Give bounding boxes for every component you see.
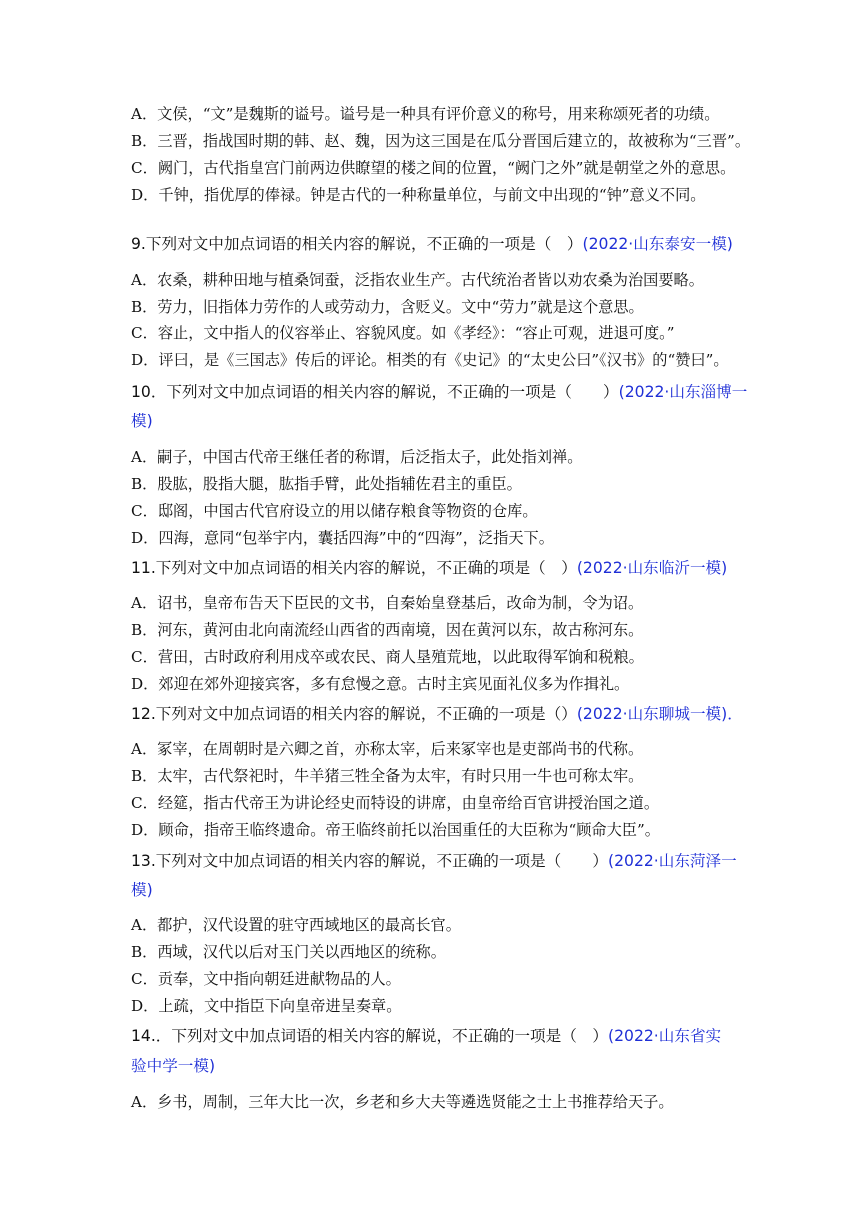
question-source: (2022·山东淄博一 [618,383,748,401]
option-letter: B． [131,132,158,150]
question-stem: 13.下列对文中加点词语的相关内容的解说，不正确的一项是（ ）(2022·山东菏泽一 [131,852,737,870]
option-line: C．营田，古时政府利用戍卒或农民、商人垦殖荒地，以此取得军饷和税粮。 [131,648,644,666]
question-source: (2022·山东临沂一模) [576,559,728,577]
option-letter: D． [131,186,159,204]
option-text: 阙门，古代指皇宫门前两边供瞭望的楼之间的位置，“阙门之外”就是朝堂之外的意思。 [157,159,736,177]
question-source-continued: 模) [131,412,153,430]
option-line: C．邸阁，中国古代官府设立的用以储存粮食等物资的仓库。 [131,502,538,520]
question-source: (2022·山东聊城一模)． [576,705,743,723]
option-line: D．顾命，指帝王临终遗命。帝王临终前托以治国重任的大臣称为“顾命大臣”。 [131,821,660,839]
option-text: 三晋，指战国时期的韩、赵、魏，因为这三国是在瓜分晋国后建立的，故被称为“三晋”。 [157,132,751,150]
question-source-continued: 模) [131,881,153,899]
option-line: B．劳力，旧指体力劳作的人或劳动力，含贬义。文中“劳力”就是这个意思。 [131,298,644,316]
option-line: D．评曰，是《三国志》传后的评论。相类的有《史记》的“太史公曰”《汉书》的“赞曰”。 [131,351,729,369]
option-line: C．经筵，指古代帝王为讲论经史而特设的讲席，由皇帝给百官讲授治国之道。 [131,794,659,812]
option-line: B．河东，黄河由北向南流经山西省的西南境，因在黄河以东，故古称河东。 [131,621,644,639]
option-line [131,131,750,151]
question-stem: 11.下列对文中加点词语的相关内容的解说，不正确的项是（ ）(2022·山东临沂一模) [131,559,728,577]
option-line: C．容止，文中指人的仪容举止、容貌风度。如《孝经》：“容止可观，进退可度。” [131,324,675,342]
option-line: B．太牢，古代祭祀时，牛羊猪三牲全备为太牢，有时只用一牛也可称太牢。 [131,767,644,785]
option-letter: A． [131,105,158,123]
option-line [131,185,705,205]
option-line: B．股肱，股指大腿，肱指手臂，此处指辅佐君主的重臣。 [131,475,522,493]
option-letter: C． [131,159,158,177]
option-line: D．上疏，文中指臣下向皇帝进呈奏章。 [131,997,402,1015]
option-line: D．四海，意同“包举宇内，囊括四海”中的“四海”，泛指天下。 [131,529,554,547]
option-line [131,104,719,124]
question-source: (2022·山东泰安一模) [582,235,733,253]
question-source-continued: 验中学一模) [131,1057,216,1075]
option-line: A．嗣子，中国古代帝王继任者的称谓，后泛指太子，此处指刘禅。 [131,448,583,466]
option-line: D．郊迎在郊外迎接宾客，多有怠慢之意。古时主宾见面礼仪多为作揖礼。 [131,675,630,693]
option-text: 千钟，指优厚的俸禄。钟是古代的一种称量单位，与前文中出现的“钟”意义不同。 [158,186,706,204]
question-source: (2022·山东省实 [608,1027,722,1045]
question-stem: 14.．下列对文中加点词语的相关内容的解说，不正确的一项是（ ）(2022·山东省实 [131,1027,722,1045]
option-line: B．西域，汉代以后对玉门关以西地区的统称。 [131,943,446,961]
option-line: C．贡奉，文中指向朝廷进献物品的人。 [131,970,401,988]
question-stem: 9.下列对文中加点词语的相关内容的解说，不正确的一项是（ ）(2022·山东泰安一模) [131,235,733,253]
option-line: A．冢宰，在周朝时是六卿之首，亦称太宰，后来冢宰也是吏部尚书的代称。 [131,740,644,758]
option-line: A．都护，汉代设置的驻守西域地区的最高长官。 [131,916,461,934]
option-line: A．乡书，周制，三年大比一次，乡老和乡大夫等遴选贤能之士上书推荐给天子。 [131,1093,674,1111]
question-source: (2022·山东菏泽一 [608,852,737,870]
option-text: 文侯，“文”是魏斯的谥号。谥号是一种具有评价意义的称号，用来称颂死者的功绩。 [157,105,720,123]
option-line: A．农桑，耕种田地与植桑饲蚕，泛指农业生产。古代统治者皆以劝农桑为治国要略。 [131,271,704,289]
option-line [131,158,735,178]
question-stem: 10．下列对文中加点词语的相关内容的解说，不正确的一项是（ ）(2022·山东淄博一 [131,383,748,401]
question-stem: 12.下列对文中加点词语的相关内容的解说，不正确的一项是（）(2022·山东聊城一模)． [131,705,743,723]
option-line: A．诏书，皇帝布告天下臣民的文书，自秦始皇登基后，改命为制，令为诏。 [131,594,644,612]
